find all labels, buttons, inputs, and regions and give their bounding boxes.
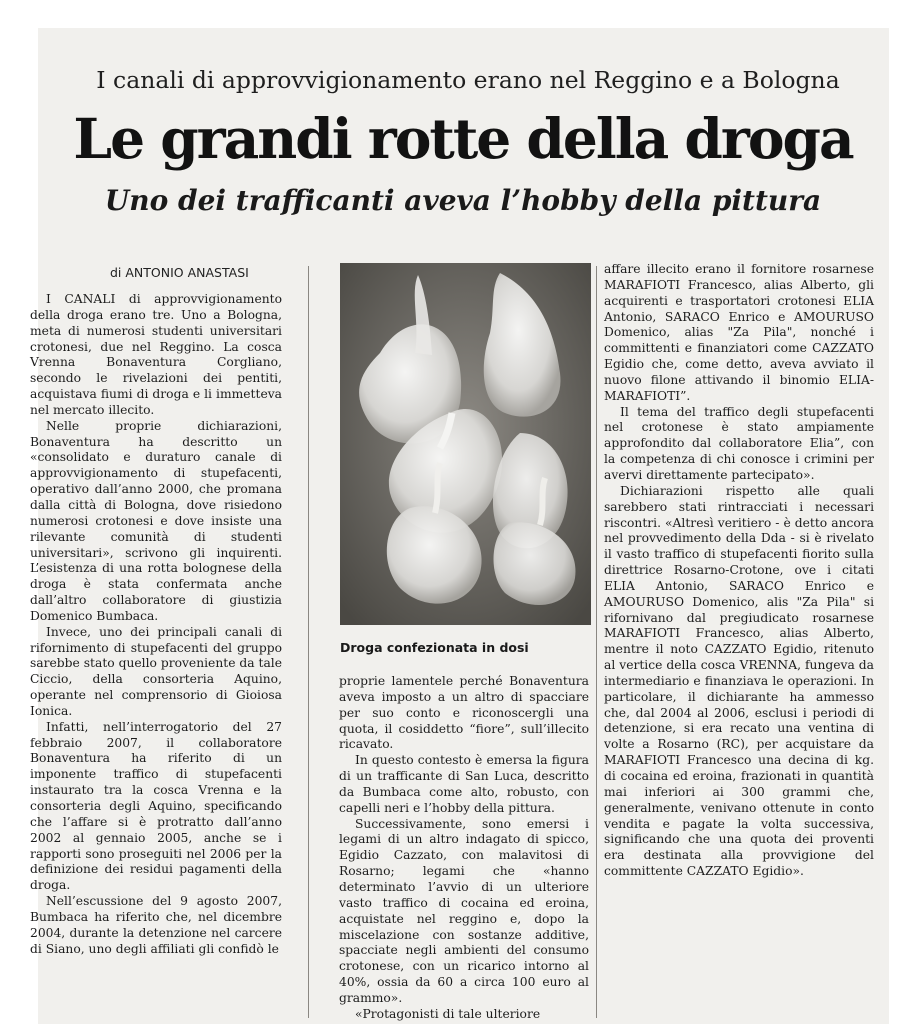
column-divider [596, 266, 597, 1018]
article-paragraph: Nelle proprie dichiarazioni, Bonaventura ha descritto un «consolidato e duraturo canale di approvvigionamento di stupefacenti, operativo dall’anno 2000, che promana dalla città di Bologna, dove risiedono numerosi crotonesi e dove insiste una rilevante comunità di studenti universitari», scrivono gli inquirenti. L’esistenza di una rotta bolognese della droga è stata confermata anche dall’altro collaboratore di giustizia Domenico Bumbaca. [30, 418, 282, 623]
article-paragraph: «Protagonisti di tale ulteriore [355, 1006, 541, 1021]
article-paragraph: Infatti, nell’interrogatorio del 27 febbraio 2007, il collaboratore Bonaventura ha riferito di un imponente traffico di stupefacenti instaurato tra la cosca Vrenna e la consorteria degli Aquino, specificando che l’affare si è protratto dall’anno 2002 al gennaio 2005, anche se i rapporti sono proseguiti nel 2006 per la definizione dei residui pagamenti della droga. [30, 719, 282, 893]
drug-bags-illustration [340, 263, 591, 625]
drug-doses-photo [340, 263, 591, 625]
text-column-3 [604, 262, 874, 1022]
bleed-through-header [38, 22, 889, 62]
article-paragraph: proprie lamentele perché Bonaventura aveva imposto a un altro di spacciare per suo conto e riconoscergli una quota, il cosiddetto “fiore”, sull’illecito ricavato. [339, 674, 589, 752]
newspaper-clipping [30, 28, 889, 1024]
photo-caption: Droga confezionata in dosi [340, 640, 529, 655]
article-paragraph: Successivamente, sono emersi i legami di un altro indagato di spicco, Egidio Cazzato, con malavitosi di Rosarno; legami che «hanno determinato l’avvio di un ulteriore vasto traffico di cocaina ed eroina, acquistate nel reggino e, dopo la miscelazione con sostanze additive, spacciate negli ambienti del consumo crotonese, con un ricarico intorno al 40%, ossia da 60 a circa 100 euro al grammo». [339, 816, 589, 1005]
article-byline: di ANTONIO ANASTASI [110, 265, 249, 280]
article-paragraph: Dichiarazioni rispetto alle quali sarebbero stati rintracciati i necessari riscontri. «Altresì veritiero - è detto ancora nel provvedimento della Dda - si è rivelato il vasto traffico di stupefacenti fiorito sulla direttrice Rosarno-Crotone, ove i citati ELIA Antonio, SARACO Enrico e AMOURUSO Domenico, alis "Za Pila" si rifornivano dal pregiudicato rosarnese MARAFIOTI Francesco, alias Alberto, mentre il noto CAZZATO Egidio, ritenuto al vertice della cosca VRENNA, fungeva da intermediario e finanziava le operazioni. In particolare, il dichiarante ha ammesso che, dal 2004 al 2006, esclusi i periodi di detenzione, si era recato una ventina di volte a Rosarno (RC), per acquistare da MARAFIOTI Francesco una decina di kg. di cocaina ed eroina, frazionati in quantità mai inferiori ai 300 grammi che, generalmente, venivano ottenute in conto vendita e pagate la volta successiva, significando che una quota dei proventi era destinata alla provvigione del committente CAZZATO Egidio». [604, 483, 874, 879]
article-title: Le grandi rotte della droga [73, 106, 853, 171]
article-paragraph: I CANALI di approvvigionamento della droga erano tre. Uno a Bologna, meta di numerosi studenti universitari crotonesi, due nel Reggino. La cosca Vrenna Bonaventura Corgliano, secondo le rivelazioni dei pentiti, acquistava fiumi di droga e li immetteva nel mercato illecito. [30, 292, 282, 417]
article-paragraph: Nell’escussione del 9 agosto 2007, Bumbaca ha riferito che, nel dicembre 2004, durante la detenzione nel carcere di Siano, uno degli affiliati gli confidò le [30, 894, 282, 956]
article-paragraph: In questo contesto è emersa la figura di un trafficante di San Luca, descritto da Bumbaca come alto, robusto, con capelli neri e l’hobby della pittura. [339, 753, 589, 815]
text-column-1 [30, 292, 282, 1022]
article-paragraph: Il tema del traffico degli stupefacenti nel crotonese è stato ampiamente approfondito dal collaboratore Elia”, con la competenza di chi conosce i crimini per avervi direttamente partecipato». [604, 404, 874, 482]
article-paragraph: affare illecito erano il fornitore rosarnese MARAFIOTI Francesco, alias Alberto, gli acquirenti e trasportatori crotonesi ELIA Antonio, SARACO Enrico e AMOURUSO Domenico, alias "Za Pila", nonché i committenti e finanziatori come CAZZATO Egidio che, come detto, aveva avviato il nuovo filone attivando il binomio ELIA-MARAFIOTI”. [604, 262, 874, 403]
column-divider [308, 266, 309, 1018]
article-paragraph: Invece, uno dei principali canali di rifornimento di stupefacenti del gruppo sarebbe stato quello proveniente da tale Ciccio, della consorteria Aquino, operante nel comprensorio di Gioiosa Ionica. [30, 624, 282, 718]
text-column-2 [339, 674, 589, 1022]
article-kicker: I canali di approvvigionamento erano nel Reggino e a Bologna [96, 66, 840, 94]
article-subtitle: Uno dei trafficanti aveva l’hobby della pittura [104, 184, 822, 217]
